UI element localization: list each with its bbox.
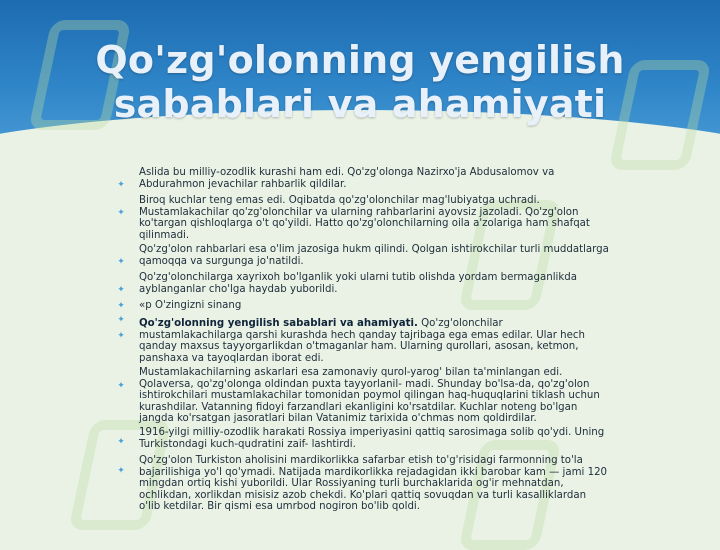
paragraph: Aslida bu milliy-ozodlik kurashi ham edi. Qo'zg'olonga Nazirxo'ja Abdusalomov va Abdurahmon jevachilar rahbarlik qildilar. bbox=[139, 167, 555, 190]
paragraph-text: Qo'zg'olonchilar mustamlakachilarga qarshi kurashda hech qanday tajribaga ega emas edilar. Ular hech qanday maxsus tayyorgarlikdan o'tmaganlar ham. Ularning qurollari, asosan, ketmon, panshaxa va tayoqlardan iborat edi. bbox=[139, 318, 585, 364]
bullet-icon: ✦ bbox=[117, 331, 125, 341]
paragraph: Biroq kuchlar teng emas edi. Oqibatda qo'zg'olonchilar mag'lubiyatga uchradi. Mustamlakachilar qo'zg'olonchilar va ularning rahbarlarini ayovsiz jazoladi. Qo'zg'olon ko'targan qishloqlarga o't qo'yildi. Hatto qo'zg'olonchilarning oila a'zolariga ham shafqat qilinmadi. bbox=[139, 195, 590, 241]
paragraph: Qo'zg'olon rahbarlari esa o'lim jazosiga hukm qilindi. Qolgan ishtirokchilar turli muddatlarga qamoqqa va surgunga jo'natildi. bbox=[139, 244, 609, 267]
bullet-icon: ✦ bbox=[117, 208, 125, 218]
bullet-icon: ✦ bbox=[117, 285, 125, 295]
paragraph: Qo'zg'olon Turkiston aholisini mardikorlikka safarbar etish to'g'risidagi farmonning to'la bajarilishiga yo'l qo'ymadi. Natijada mardikorlikka rejadagidan ikki barobar kam — jami 120 mingdan ortiq kishi yuborildi. Ular Rossiyaning turli burchaklarida og'ir mehnatdan, ochlikdan, xorlikdan misisiz azob chekdi. Ko'plari qattiq sovuqdan va turli kasalliklardan o'lib ketdilar. Bir qismi esa umrbod nogiron bo'lib qoldi. bbox=[139, 455, 608, 512]
paragraph: 1916-yilgi milliy-ozodlik harakati Rossiya imperiyasini qattiq sarosimaga solib qo'ydi. Uning Turkistondagi kuch-qudratini zaif- lashtirdi. bbox=[139, 427, 605, 450]
bullet-icon: ✦ bbox=[117, 257, 125, 267]
bullet-icon: ✦ bbox=[117, 315, 125, 325]
bullet-icon: ✦ bbox=[117, 301, 125, 311]
paragraph: Mustamlakachilarning askarlari esa zamonaviy qurol-yarog' bilan ta'minlangan edi. Qolaversa, qo'zg'olonga oldindan puxta tayyorlanil- madi. Shunday bo'lsa-da, qo'zg'olon ishtirokchilari mustamlakachilar tomonidan poymol qilingan haq-huquqlarini tiklash uchun kurashdilar. Vatanning fidoyi farzandlari ekanligini ko'rsatdilar. Kuchlar noteng bo'lgan jangda ko'rsatgan jasoratlari bilan Vatanimiz tarixida o'chmas nom qoldirdilar. bbox=[139, 367, 600, 424]
paragraph: «p O'zingizni sinang bbox=[139, 300, 242, 311]
paragraph bbox=[139, 318, 609, 364]
bullet-icon: ✦ bbox=[117, 466, 125, 476]
title-line-2: sabablari va ahamiyati bbox=[113, 82, 607, 126]
bullet-icon: ✦ bbox=[117, 180, 125, 190]
emphasis-heading: Qo'zg'olonning yengilish sabablari va ahamiyati. bbox=[139, 318, 418, 329]
bullet-icon: ✦ bbox=[117, 381, 125, 391]
title-line-1: Qo'zg'olonning yengilish bbox=[95, 38, 625, 82]
bullet-icon: ✦ bbox=[117, 437, 125, 447]
paragraph: Qo'zg'olonchilarga xayrixoh bo'lganlik yoki ularni tutib olishda yordam bermaganlikda ayblanganlar cho'lga haydab yuborildi. bbox=[139, 272, 577, 295]
